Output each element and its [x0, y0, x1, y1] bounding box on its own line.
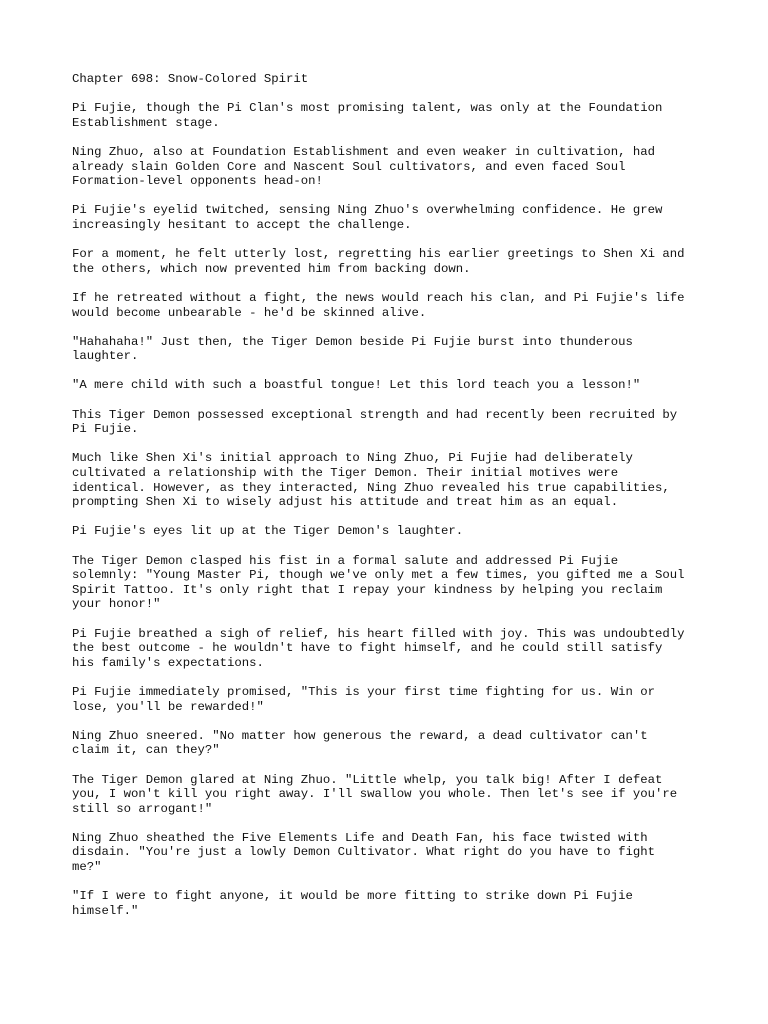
paragraph: Pi Fujie immediately promised, "This is your first time fighting for us. Win or lose, you'll be rewarded!" [72, 684, 655, 714]
chapter-title: Chapter 698: Snow-Colored Spirit [72, 72, 309, 86]
paragraph: The Tiger Demon clasped his fist in a formal salute and addressed Pi Fujie solemnly: "Young Master Pi, though we've only met a few times, you gifted me a Soul Spirit Tattoo. It's only right that I repay your kindness by helping you reclaim your honor!" [72, 553, 685, 612]
paragraph: Ning Zhuo, also at Foundation Establishment and even weaker in cultivation, had already slain Golden Core and Nascent Soul cultivators, and even faced Soul Formation-level opponents head-on! [72, 144, 655, 189]
paragraph: Ning Zhuo sneered. "No matter how generous the reward, a dead cultivator can't claim it, can they?" [72, 728, 648, 758]
paragraph: For a moment, he felt utterly lost, regretting his earlier greetings to Shen Xi and the others, which now prevented him from backing down. [72, 247, 685, 276]
paragraph: Pi Fujie, though the Pi Clan's most promising talent, was only at the Foundation Establishment stage. [72, 101, 663, 130]
paragraph: Pi Fujie's eyelid twitched, sensing Ning Zhuo's overwhelming confidence. He grew increasingly hesitant to accept the challenge. [72, 203, 663, 232]
paragraph: The Tiger Demon glared at Ning Zhuo. "Little whelp, you talk big! After I defeat you, I won't kill you right away. I'll swallow you whole. Then let's see if you're still so arrogant!" [72, 772, 678, 816]
paragraph: Pi Fujie's eyes lit up at the Tiger Demon's laughter. [72, 524, 464, 539]
paragraph: Ning Zhuo sheathed the Five Elements Life and Death Fan, his face twisted with disdain. "You're just a lowly Demon Cultivator. What right do you have to fight me?" [72, 830, 655, 875]
paragraph: If he retreated without a fight, the news would reach his clan, and Pi Fujie's life would become unbearable - he'd be skinned alive. [72, 290, 685, 320]
paragraph: "Hahahaha!" Just then, the Tiger Demon beside Pi Fujie burst into thunderous laughter. [72, 334, 633, 364]
paragraph: Pi Fujie breathed a sigh of relief, his heart filled with joy. This was undoubtedly the best outcome - he wouldn't have to fight himself, and he could still satisfy his family's expectations. [72, 626, 685, 670]
paragraph: Much like Shen Xi's initial approach to Ning Zhuo, Pi Fujie had deliberately cultivated a relationship with the Tiger Demon. Their initial motives were identical. However, as they interacted, Ning Zhuo revealed his true capabilities, prompting Shen Xi to wisely adjust his attitude and treat him as an equal. [72, 451, 670, 510]
paragraph: This Tiger Demon possessed exceptional strength and had recently been recruited by Pi Fujie. [72, 407, 678, 437]
document-page [72, 72, 712, 933]
paragraph: "A mere child with such a boastful tongue! Let this lord teach you a lesson!" [72, 378, 641, 393]
paragraph: "If I were to fight anyone, it would be more fitting to strike down Pi Fujie himself." [72, 889, 633, 918]
